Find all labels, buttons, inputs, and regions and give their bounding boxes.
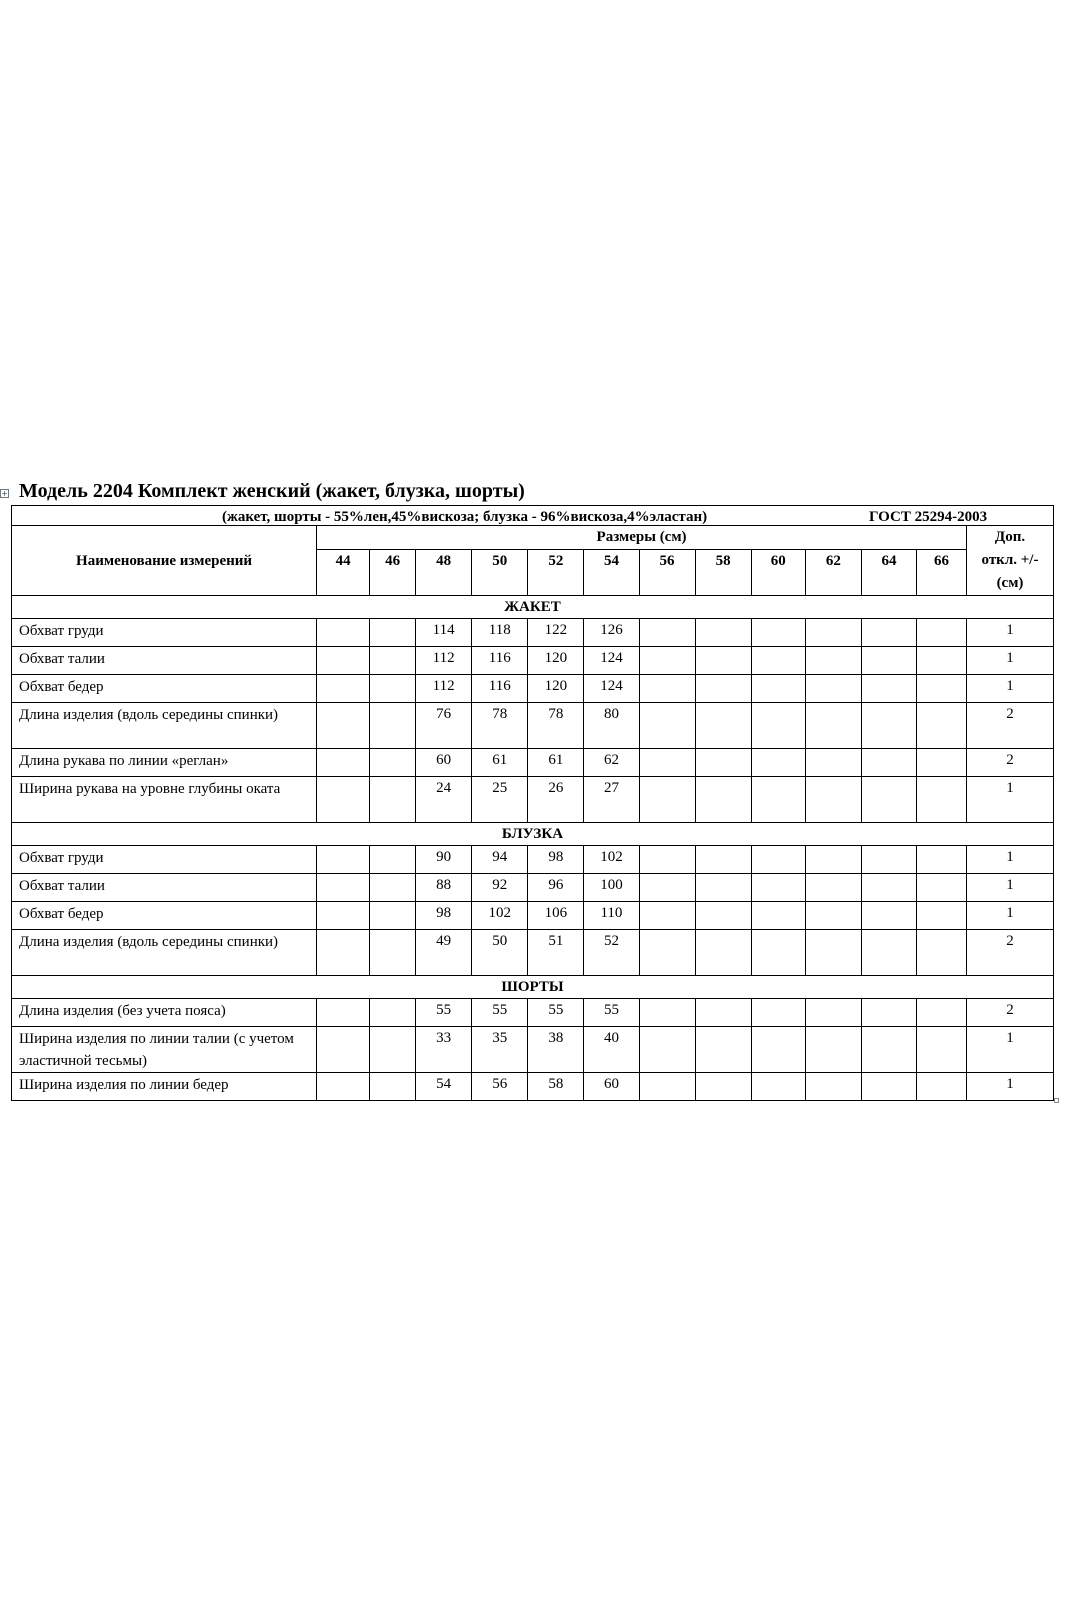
size-value-cell xyxy=(370,846,416,874)
deviation-value-cell: 1 xyxy=(967,647,1054,675)
size-value-cell xyxy=(917,749,967,777)
size-value-cell xyxy=(751,777,805,823)
size-value-cell: 90 xyxy=(416,846,472,874)
size-value-cell xyxy=(805,1073,861,1101)
size-value-cell xyxy=(370,999,416,1027)
size-value-cell xyxy=(695,619,751,647)
document-title: Модель 2204 Комплект женский (жакет, блузка, шорты) xyxy=(19,480,525,502)
size-value-cell xyxy=(917,777,967,823)
size-value-cell: 102 xyxy=(584,846,639,874)
size-value-cell: 52 xyxy=(584,930,639,976)
size-value-cell xyxy=(317,749,370,777)
size-header-cell: 58 xyxy=(695,550,751,596)
deviation-header-line: откл. +/- xyxy=(981,552,1039,568)
size-value-cell xyxy=(917,930,967,976)
size-value-cell: 35 xyxy=(472,1027,528,1073)
size-header-cell: 52 xyxy=(528,550,584,596)
measurement-name: Ширина изделия по линии бедер xyxy=(12,1073,317,1101)
measurement-row xyxy=(12,675,1054,703)
size-value-cell xyxy=(695,846,751,874)
size-value-cell xyxy=(639,647,695,675)
size-value-cell xyxy=(639,777,695,823)
size-value-cell xyxy=(639,675,695,703)
size-header-cell: 50 xyxy=(472,550,528,596)
size-value-cell: 76 xyxy=(416,703,472,749)
table-move-handle-icon[interactable]: + xyxy=(1,489,8,498)
size-value-cell: 120 xyxy=(528,675,584,703)
size-header-cell: 60 xyxy=(751,550,805,596)
deviation-value-cell: 1 xyxy=(967,874,1054,902)
size-value-cell xyxy=(917,703,967,749)
size-value-cell xyxy=(861,619,916,647)
size-value-cell xyxy=(917,846,967,874)
size-value-cell xyxy=(639,999,695,1027)
measurement-row xyxy=(12,846,1054,874)
section-row xyxy=(12,976,1054,999)
section-title: ШОРТЫ xyxy=(12,976,1054,999)
size-value-cell xyxy=(861,902,916,930)
measurement-name-header: Наименование измерений xyxy=(12,526,317,596)
size-header-cell: 66 xyxy=(917,550,967,596)
measurement-row xyxy=(12,930,1054,976)
size-value-cell: 54 xyxy=(416,1073,472,1101)
size-value-cell: 114 xyxy=(416,619,472,647)
size-value-cell: 25 xyxy=(472,777,528,823)
size-value-cell xyxy=(751,874,805,902)
size-value-cell xyxy=(751,703,805,749)
deviation-header-line: (см) xyxy=(996,575,1024,591)
size-value-cell: 55 xyxy=(584,999,639,1027)
size-value-cell xyxy=(751,619,805,647)
size-value-cell xyxy=(639,846,695,874)
size-value-cell xyxy=(751,846,805,874)
size-value-cell xyxy=(861,777,916,823)
size-value-cell: 60 xyxy=(416,749,472,777)
size-value-cell xyxy=(861,930,916,976)
size-value-cell: 61 xyxy=(528,749,584,777)
size-value-cell xyxy=(695,1027,751,1073)
meta-row xyxy=(12,506,1054,526)
deviation-value-cell: 2 xyxy=(967,999,1054,1027)
size-value-cell: 55 xyxy=(472,999,528,1027)
size-value-cell xyxy=(370,1027,416,1073)
measurement-name: Обхват бедер xyxy=(12,902,317,930)
measurement-name: Обхват бедер xyxy=(12,675,317,703)
size-value-cell: 124 xyxy=(584,675,639,703)
size-value-cell: 62 xyxy=(584,749,639,777)
header-row-sizes xyxy=(12,526,1054,550)
size-value-cell: 26 xyxy=(528,777,584,823)
size-value-cell xyxy=(370,647,416,675)
size-value-cell xyxy=(805,999,861,1027)
size-value-cell: 112 xyxy=(416,675,472,703)
size-value-cell xyxy=(370,703,416,749)
size-value-cell xyxy=(695,703,751,749)
size-value-cell: 112 xyxy=(416,647,472,675)
size-value-cell xyxy=(805,703,861,749)
measurement-row xyxy=(12,1027,1054,1073)
size-value-cell xyxy=(695,777,751,823)
size-value-cell xyxy=(639,619,695,647)
size-value-cell xyxy=(917,675,967,703)
size-value-cell xyxy=(370,874,416,902)
measurement-row xyxy=(12,999,1054,1027)
size-value-cell: 33 xyxy=(416,1027,472,1073)
size-value-cell: 96 xyxy=(528,874,584,902)
size-value-cell: 120 xyxy=(528,647,584,675)
size-value-cell xyxy=(861,749,916,777)
size-value-cell xyxy=(861,874,916,902)
size-value-cell: 80 xyxy=(584,703,639,749)
deviation-value-cell: 1 xyxy=(967,1073,1054,1101)
measurement-row xyxy=(12,1073,1054,1101)
size-value-cell xyxy=(639,703,695,749)
deviation-value-cell: 2 xyxy=(967,703,1054,749)
size-value-cell: 51 xyxy=(528,930,584,976)
size-chart-table xyxy=(11,505,1054,1101)
size-value-cell: 55 xyxy=(416,999,472,1027)
size-value-cell xyxy=(751,999,805,1027)
size-value-cell: 98 xyxy=(416,902,472,930)
size-value-cell: 61 xyxy=(472,749,528,777)
size-value-cell xyxy=(917,647,967,675)
size-value-cell: 94 xyxy=(472,846,528,874)
size-value-cell: 60 xyxy=(584,1073,639,1101)
size-value-cell: 55 xyxy=(528,999,584,1027)
size-value-cell: 78 xyxy=(472,703,528,749)
measurement-name: Обхват талии xyxy=(12,874,317,902)
size-value-cell xyxy=(861,703,916,749)
deviation-value-cell: 1 xyxy=(967,675,1054,703)
size-value-cell xyxy=(317,1027,370,1073)
size-value-cell xyxy=(917,999,967,1027)
size-value-cell: 92 xyxy=(472,874,528,902)
size-value-cell: 100 xyxy=(584,874,639,902)
size-value-cell xyxy=(751,930,805,976)
size-value-cell: 118 xyxy=(472,619,528,647)
size-value-cell xyxy=(695,1073,751,1101)
size-header-cell: 54 xyxy=(584,550,639,596)
size-value-cell xyxy=(695,647,751,675)
section-title: БЛУЗКА xyxy=(12,823,1054,846)
measurement-name: Обхват груди xyxy=(12,846,317,874)
measurement-name: Ширина рукава на уровне глубины оката xyxy=(12,777,317,823)
measurement-row xyxy=(12,874,1054,902)
size-value-cell: 116 xyxy=(472,675,528,703)
measurement-row xyxy=(12,749,1054,777)
size-value-cell xyxy=(751,675,805,703)
size-value-cell xyxy=(370,1073,416,1101)
size-value-cell xyxy=(695,999,751,1027)
size-value-cell xyxy=(370,749,416,777)
size-value-cell: 58 xyxy=(528,1073,584,1101)
measurement-name: Ширина изделия по линии талии (с учетом эластичной тесьмы) xyxy=(12,1027,317,1073)
size-value-cell xyxy=(917,619,967,647)
size-value-cell xyxy=(639,1073,695,1101)
size-value-cell xyxy=(861,675,916,703)
size-value-cell xyxy=(639,749,695,777)
size-value-cell xyxy=(317,619,370,647)
deviation-value-cell: 1 xyxy=(967,1027,1054,1073)
size-value-cell: 78 xyxy=(528,703,584,749)
size-value-cell xyxy=(917,1027,967,1073)
size-header-cell: 44 xyxy=(317,550,370,596)
size-header-cell: 64 xyxy=(861,550,916,596)
size-value-cell xyxy=(805,902,861,930)
measurement-name: Обхват талии xyxy=(12,647,317,675)
size-value-cell: 38 xyxy=(528,1027,584,1073)
size-value-cell: 122 xyxy=(528,619,584,647)
size-value-cell xyxy=(751,647,805,675)
measurement-row xyxy=(12,619,1054,647)
size-value-cell xyxy=(639,1027,695,1073)
size-value-cell xyxy=(317,874,370,902)
size-value-cell xyxy=(370,930,416,976)
size-value-cell xyxy=(861,1073,916,1101)
size-value-cell xyxy=(917,874,967,902)
size-value-cell xyxy=(751,1073,805,1101)
size-value-cell: 126 xyxy=(584,619,639,647)
size-value-cell xyxy=(805,647,861,675)
size-value-cell xyxy=(695,874,751,902)
measurement-name: Длина изделия (вдоль середины спинки) xyxy=(12,703,317,749)
deviation-value-cell: 1 xyxy=(967,902,1054,930)
size-value-cell xyxy=(317,777,370,823)
size-value-cell xyxy=(805,619,861,647)
section-row xyxy=(12,823,1054,846)
deviation-value-cell: 1 xyxy=(967,777,1054,823)
size-value-cell: 110 xyxy=(584,902,639,930)
size-value-cell xyxy=(317,930,370,976)
size-value-cell xyxy=(370,619,416,647)
size-value-cell xyxy=(370,902,416,930)
size-value-cell xyxy=(317,902,370,930)
gost-standard: ГОСТ 25294-2003 xyxy=(869,509,988,525)
size-value-cell: 49 xyxy=(416,930,472,976)
size-value-cell xyxy=(695,902,751,930)
size-value-cell xyxy=(695,930,751,976)
size-value-cell xyxy=(751,749,805,777)
size-value-cell xyxy=(639,930,695,976)
measurement-row xyxy=(12,647,1054,675)
size-value-cell xyxy=(861,1027,916,1073)
size-value-cell: 40 xyxy=(584,1027,639,1073)
fabric-composition: (жакет, шорты - 55%лен,45%вискоза; блузка - 96%вискоза,4%эластан) xyxy=(222,509,708,525)
deviation-value-cell: 1 xyxy=(967,846,1054,874)
size-header-cell: 48 xyxy=(416,550,472,596)
size-value-cell xyxy=(370,675,416,703)
size-value-cell xyxy=(917,902,967,930)
size-value-cell xyxy=(805,874,861,902)
size-value-cell xyxy=(317,999,370,1027)
size-value-cell xyxy=(317,846,370,874)
size-value-cell: 27 xyxy=(584,777,639,823)
size-header-cell: 46 xyxy=(370,550,416,596)
measurement-row xyxy=(12,703,1054,749)
size-value-cell xyxy=(370,777,416,823)
size-value-cell xyxy=(639,902,695,930)
deviation-header xyxy=(967,526,1054,596)
size-value-cell: 102 xyxy=(472,902,528,930)
deviation-value-cell: 1 xyxy=(967,619,1054,647)
size-value-cell xyxy=(317,675,370,703)
measurement-name: Длина рукава по линии «реглан» xyxy=(12,749,317,777)
size-value-cell: 106 xyxy=(528,902,584,930)
size-value-cell xyxy=(861,846,916,874)
measurement-name: Обхват груди xyxy=(12,619,317,647)
measurement-name: Длина изделия (без учета пояса) xyxy=(12,999,317,1027)
size-value-cell xyxy=(751,902,805,930)
sizes-header: Размеры (см) xyxy=(317,526,967,550)
deviation-header-line: Доп. xyxy=(994,529,1026,545)
size-value-cell xyxy=(861,999,916,1027)
size-value-cell: 50 xyxy=(472,930,528,976)
size-value-cell: 56 xyxy=(472,1073,528,1101)
size-value-cell xyxy=(805,675,861,703)
size-value-cell xyxy=(917,1073,967,1101)
size-value-cell xyxy=(695,749,751,777)
size-value-cell xyxy=(695,675,751,703)
size-value-cell xyxy=(861,647,916,675)
size-value-cell xyxy=(317,647,370,675)
deviation-value-cell: 2 xyxy=(967,749,1054,777)
size-value-cell xyxy=(751,1027,805,1073)
table-resize-handle-icon[interactable] xyxy=(1054,1098,1059,1103)
size-value-cell xyxy=(805,777,861,823)
size-header-cell: 62 xyxy=(805,550,861,596)
measurement-name: Длина изделия (вдоль середины спинки) xyxy=(12,930,317,976)
size-value-cell xyxy=(317,703,370,749)
size-value-cell: 116 xyxy=(472,647,528,675)
size-value-cell: 88 xyxy=(416,874,472,902)
section-title: ЖАКЕТ xyxy=(12,596,1054,619)
size-value-cell xyxy=(805,930,861,976)
size-value-cell xyxy=(639,874,695,902)
size-value-cell: 98 xyxy=(528,846,584,874)
deviation-value-cell: 2 xyxy=(967,930,1054,976)
section-row xyxy=(12,596,1054,619)
size-value-cell: 124 xyxy=(584,647,639,675)
size-header-cell: 56 xyxy=(639,550,695,596)
size-value-cell xyxy=(805,1027,861,1073)
measurement-row xyxy=(12,902,1054,930)
size-value-cell xyxy=(317,1073,370,1101)
size-value-cell: 24 xyxy=(416,777,472,823)
measurement-row xyxy=(12,777,1054,823)
size-value-cell xyxy=(805,846,861,874)
meta-cell xyxy=(12,506,1054,526)
size-value-cell xyxy=(805,749,861,777)
